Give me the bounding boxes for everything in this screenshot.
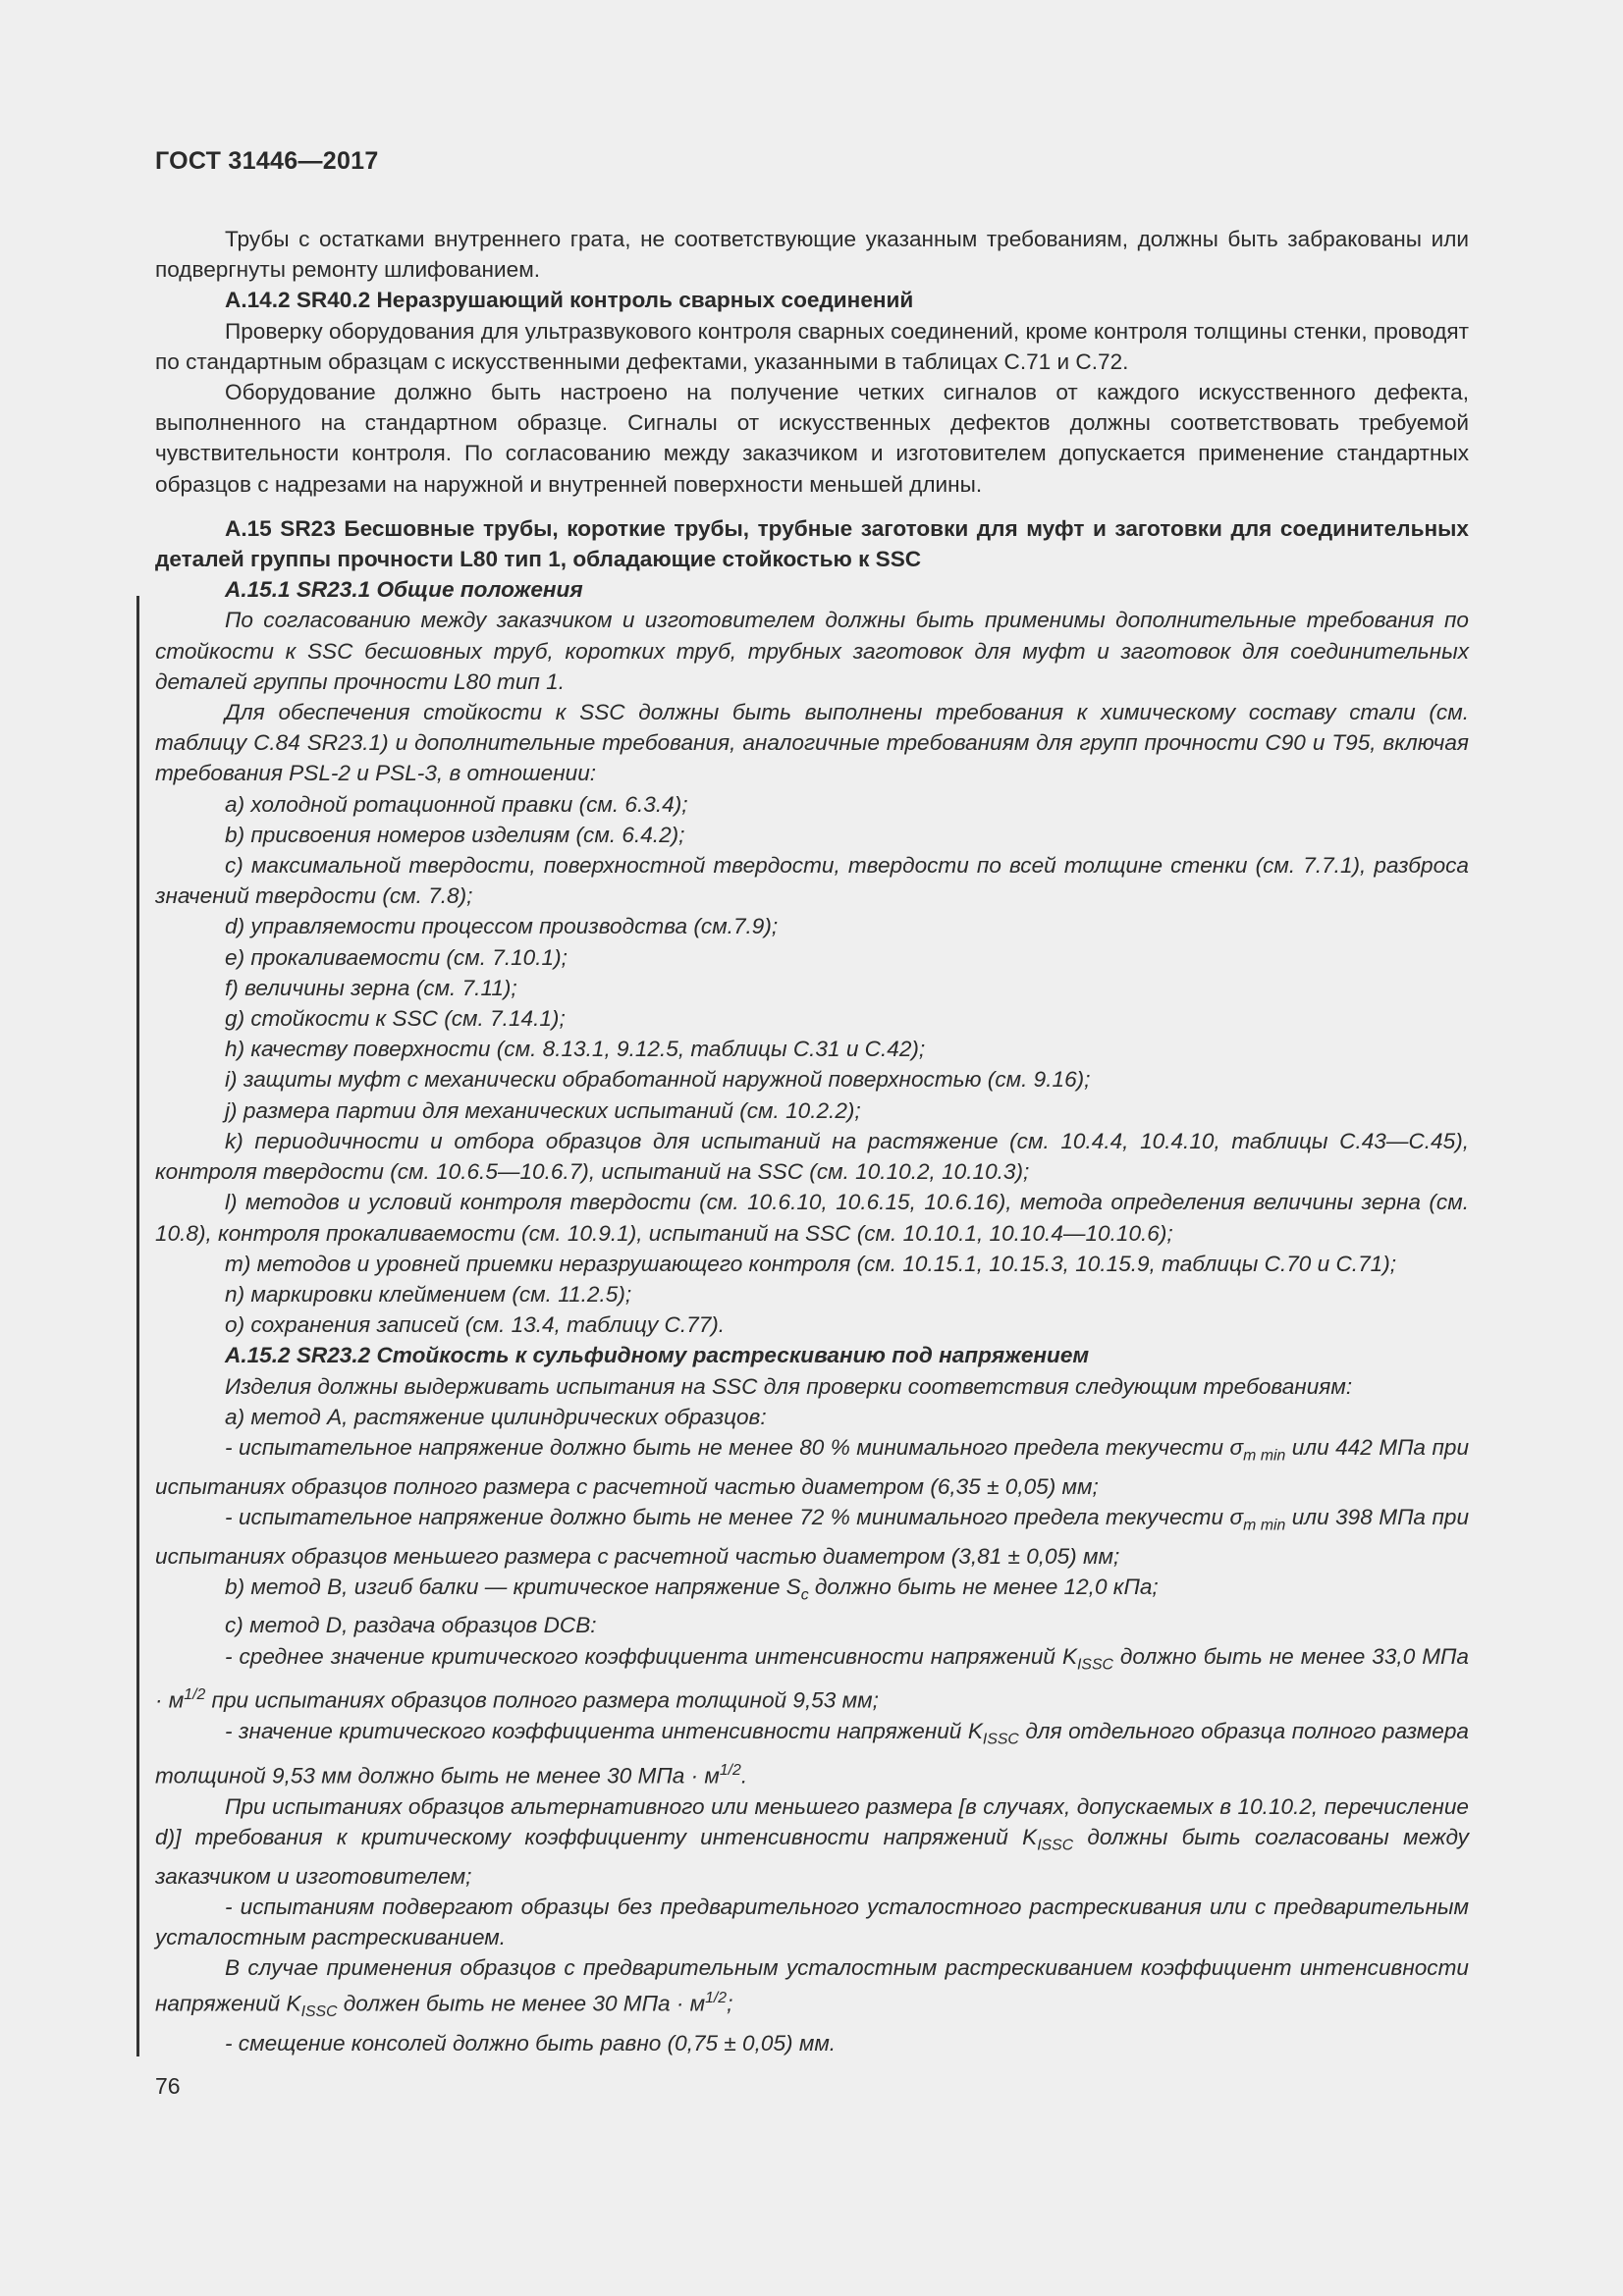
list-item: n) маркировки клеймением (см. 11.2.5); bbox=[225, 1281, 632, 1307]
changed-section bbox=[155, 574, 1469, 2058]
list-item: l) методов и условий контроля твердости (см. 10.6.10, 10.6.15, 10.6.16), метода определения величины зерна (см. 10.8), контроля прокаливаемости (см. 10.9.1), испытаний на SSC (см. 10.10.1, 10.10.4—10.10.6); bbox=[155, 1190, 1469, 1246]
paragraph: - испытательное напряжение должно быть не менее 72 % минимального предела текучести $\sigma_{т min}$ или 398 МПа при испытаниях образцов меньшего размера с расчетной частью диаметром (3,81 ± 0,05) мм; bbox=[155, 1504, 1470, 1569]
list-item: c) максимальной твердости, поверхностной твердости, твердости по всей толщине стенки (см. 7.7.1), разброса значений твердости (см. 7.8); bbox=[155, 853, 1469, 909]
paragraph: В случае применения образцов с предварительным усталостным растрескиванием коэффициент интенсивности напряжений $K_{ISSC}$ должен быть не менее 30 МПа · $м^{1/2}$; bbox=[155, 1955, 1469, 2021]
section-heading-a15: А.15 SR23 Бесшовные трубы, короткие трубы, трубные заготовки для муфт и заготовки для соединительных деталей группы прочности L80 тип 1, обладающие стойкостью к SSC bbox=[155, 515, 1469, 572]
paragraph: Для обеспечения стойкости к SSC должны быть выполнены требования к химическому составу стали (см. таблицу С.84 SR23.1) и дополнительные требования, аналогичные требованиям для групп прочности С90 и Т95, включая требования PSL-2 и PSL-3, в отношении: bbox=[155, 700, 1469, 786]
paragraph: - испытаниям подвергают образцы без предварительного усталостного растрескивания или с предварительным усталостным растрескиванием. bbox=[155, 1894, 1469, 1949]
paragraph: При испытаниях образцов альтернативного или меньшего размера [в случаях, допускаемых в 10.10.2, перечисление d)] требования к критическому коэффициенту интенсивности напряжений $K_{ISSC}$ должны быть согласованы между заказчиком и изготовителем; bbox=[155, 1793, 1469, 1889]
paragraph: - смещение консолей должно быть равно (0,75 ± 0,05) мм. bbox=[225, 2030, 837, 2056]
list-item: k) периодичности и отбора образцов для испытаний на растяжение (см. 10.4.4, 10.4.10, таблицы С.43—С.45), контроля твердости (см. 10.6.5—10.6.7), испытаний на SSC (см. 10.10.2, 10.10.3); bbox=[155, 1128, 1469, 1185]
list-item: j) размера партии для механических испытаний (см. 10.2.2); bbox=[225, 1097, 861, 1123]
change-margin-bar bbox=[136, 596, 139, 2056]
list-item: e) прокаливаемости (см. 7.10.1); bbox=[225, 944, 568, 970]
list-item: g) стойкости к SSC (см. 7.14.1); bbox=[225, 1006, 566, 1032]
paragraph: а) метод А, растяжение цилиндрических образцов: bbox=[225, 1404, 767, 1429]
list-item: h) качеству поверхности (см. 8.13.1, 9.12.5, таблицы С.31 и С.42); bbox=[225, 1037, 926, 1062]
paragraph: c) метод D, раздача образцов DCB: bbox=[225, 1613, 597, 1638]
list-item: f) величины зерна (см. 7.11); bbox=[225, 975, 517, 1000]
paragraph: - испытательное напряжение должно быть не менее 80 % минимального предела текучести $\sigma_{т min}$ или 442 МПа при испытаниях образцов полного размера с расчетной частью диаметром (6,35 ± 0,05) мм; bbox=[155, 1434, 1470, 1499]
paragraph: - значение критического коэффициента интенсивности напряжений $K_{ISSC}$ для отдельного образца полного размера толщиной 9,53 мм должно быть не менее 30 МПа · $м^{1/2}$. bbox=[155, 1719, 1469, 1789]
section-heading-a15-2: А.15.2 SR23.2 Стойкость к сульфидному растрескиванию под напряжением bbox=[225, 1343, 1090, 1368]
list-item: d) управляемости процессом производства (см.7.9); bbox=[225, 914, 779, 939]
paragraph: По согласованию между заказчиком и изготовителем должны быть применимы дополнительные требования по стойкости к SSC бесшовных труб, коротких труб, трубных заготовок для муфт и заготовок для соединительных деталей группы прочности L80 тип 1. bbox=[155, 608, 1469, 694]
paragraph: Трубы с остатками внутреннего грата, не соответствующие указанным требованиям, должны быть забракованы или подвергнуты ремонту шлифованием. bbox=[155, 227, 1469, 283]
page-number: 76 bbox=[155, 2073, 181, 2099]
list-item: o) сохранения записей (см. 13.4, таблицу С.77). bbox=[225, 1312, 726, 1338]
paragraph: Оборудование должно быть настроено на получение четких сигналов от каждого искусственного дефекта, выполненного на стандартном образце. Сигналы от искусственных дефектов должны соответствовать требуемой чувствительности контроля. По согласованию между заказчиком и изготовителем допускается применение стандартных образцов с надрезами на наружной и внутренней поверхности меньшей длины. bbox=[155, 380, 1469, 497]
paragraph: b) метод В, изгиб балки — критическое напряжение $S_c$ должно быть не менее 12,0 кПа; bbox=[225, 1574, 1159, 1604]
document-code-header: ГОСТ 31446—2017 bbox=[155, 147, 379, 175]
document-body bbox=[155, 224, 1469, 2058]
list-item: m) методов и уровней приемки неразрушающего контроля (см. 10.15.1, 10.15.3, 10.15.9, таблицы С.70 и С.71); bbox=[225, 1251, 1397, 1276]
paragraph: Изделия должны выдерживать испытания на SSC для проверки соответствия следующим требованиям: bbox=[225, 1373, 1353, 1399]
section-heading-a15-1: А.15.1 SR23.1 Общие положения bbox=[225, 577, 583, 603]
section-heading-a14-2: А.14.2 SR40.2 Неразрушающий контроль сварных соединений bbox=[225, 288, 914, 313]
list-item: b) присвоения номеров изделиям (см. 6.4.2); bbox=[225, 822, 685, 847]
list-item: i) защиты муфт с механически обработанной наружной поверхностью (см. 9.16); bbox=[225, 1067, 1091, 1093]
list-item: a) холодной ротационной правки (см. 6.3.4); bbox=[225, 791, 688, 817]
paragraph: - среднее значение критического коэффициента интенсивности напряжений $K_{ISSC}$ должно быть не менее 33,0 МПа · $м^{1/2}$ при испытаниях образцов полного размера толщиной 9,53 мм; bbox=[155, 1643, 1469, 1713]
paragraph: Проверку оборудования для ультразвукового контроля сварных соединений, кроме контроля толщины стенки, проводят по стандартным образцам с искусственными дефектами, указанными в таблицах С.71 и С.72. bbox=[155, 318, 1469, 374]
